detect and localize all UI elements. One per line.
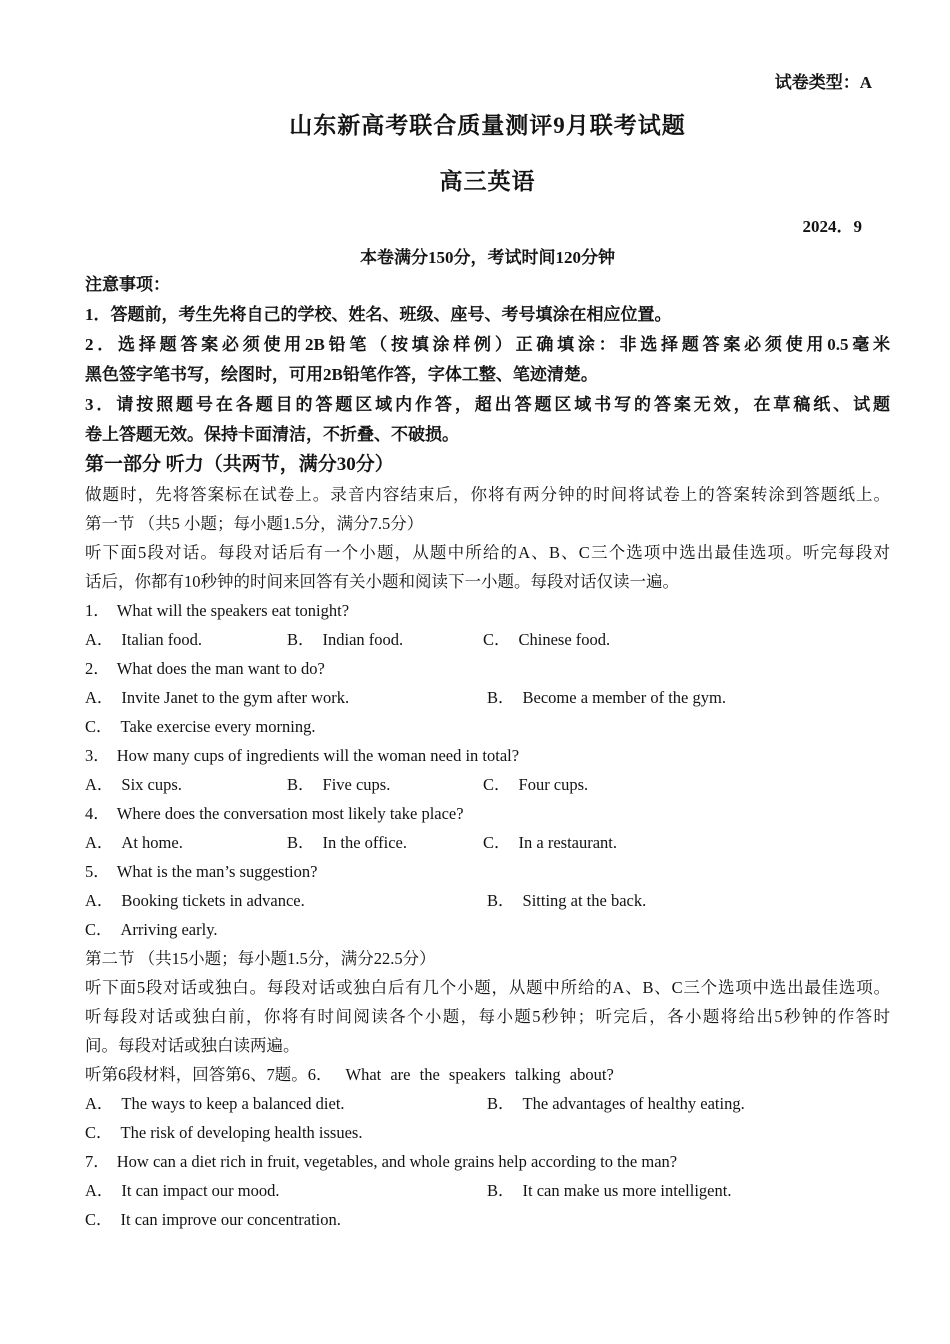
- option-label: A．: [85, 1094, 114, 1113]
- note-line-2: 2．选择题答案必须使用2B铅笔（按填涂样例）正确填涂：非选择题答案必须使用0.5毫米: [85, 335, 890, 354]
- question-6-option-c: [85, 1118, 890, 1147]
- option-text: Take exercise every morning.: [120, 717, 316, 736]
- option-b: [487, 1176, 731, 1205]
- section1-heading: 第一节 （共5 小题；每小题1.5分，满分7.5分）: [85, 514, 424, 533]
- question-5-option-c: [85, 915, 890, 944]
- option-label: B．: [287, 630, 315, 649]
- page-content: [85, 0, 890, 1234]
- option-text: Become a member of the gym.: [522, 688, 726, 707]
- option-c: [483, 625, 610, 654]
- option-a: [85, 770, 182, 799]
- option-text: The ways to keep a balanced diet.: [121, 1094, 345, 1113]
- question-7-options-ab: [85, 1176, 890, 1205]
- option-b: [487, 886, 646, 915]
- option-a: [85, 1176, 280, 1205]
- option-c: [85, 915, 218, 944]
- option-c: [85, 1118, 362, 1147]
- question-2-option-c: [85, 712, 890, 741]
- option-label: B．: [487, 1181, 515, 1200]
- option-text: Five cups.: [322, 775, 391, 794]
- option-label: C．: [85, 1210, 113, 1229]
- option-label: A．: [85, 775, 114, 794]
- option-label: B．: [287, 833, 315, 852]
- option-label: C．: [483, 775, 511, 794]
- question-4: [85, 799, 890, 828]
- option-b: [287, 770, 390, 799]
- option-b: [287, 828, 407, 857]
- section2-desc-1: 听下面5段对话或独白。每段对话或独白后有几个小题，从题中所给的A、B、C三个选项中选出最佳选项。: [85, 978, 890, 997]
- notes-heading: 注意事项：: [85, 275, 170, 294]
- option-label: C．: [85, 920, 113, 939]
- option-text: In the office.: [322, 833, 407, 852]
- question-text: What will the speakers eat tonight?: [116, 601, 350, 620]
- option-a: [85, 683, 349, 712]
- question-text: Where does the conversation most likely take place?: [116, 804, 464, 823]
- question-number: 3．: [85, 746, 110, 765]
- exam-date: 2024．9: [802, 217, 862, 236]
- option-b: [287, 625, 403, 654]
- note-line-5: 卷上答题无效。保持卡面清洁，不折叠、不破损。: [85, 425, 459, 444]
- question-number: 6．: [307, 1065, 333, 1084]
- option-label: B．: [487, 688, 515, 707]
- option-text: Invite Janet to the gym after work.: [121, 688, 350, 707]
- exam-info-line: 本卷满分150分，考试时间120分钟: [360, 248, 615, 267]
- note-line-1: 1．答题前，考生先将自己的学校、姓名、班级、座号、考号填涂在相应位置。: [85, 305, 672, 324]
- option-label: B．: [287, 775, 315, 794]
- question-number: 4．: [85, 804, 110, 823]
- question-4-options: [85, 828, 890, 857]
- option-label: B．: [487, 1094, 515, 1113]
- option-text: It can make us more intelligent.: [522, 1181, 732, 1200]
- question-2: [85, 654, 890, 683]
- option-label: B．: [487, 891, 515, 910]
- question-number: 1．: [85, 601, 110, 620]
- question-3: [85, 741, 890, 770]
- option-text: Arriving early.: [120, 920, 218, 939]
- option-c: [483, 770, 588, 799]
- question-number: 2．: [85, 659, 110, 678]
- option-text: In a restaurant.: [518, 833, 618, 852]
- question-3-options: [85, 770, 890, 799]
- question-1-options: [85, 625, 890, 654]
- option-text: Booking tickets in advance.: [121, 891, 305, 910]
- option-label: C．: [85, 717, 113, 736]
- question-text: What does the man want to do?: [116, 659, 325, 678]
- note-line-3: 黑色签字笔书写，绘图时，可用2B铅笔作答，字体工整、笔迹清楚。: [85, 365, 598, 384]
- question-5-options-ab: [85, 886, 890, 915]
- part1-intro: 做题时，先将答案标在试卷上。录音内容结束后，你将有两分钟的时间将试卷上的答案转涂到答题纸上。: [85, 485, 890, 504]
- note-line-4: 3．请按照题号在各题目的答题区域内作答，超出答题区域书写的答案无效，在草稿纸、试题: [85, 395, 890, 414]
- option-text: It can impact our mood.: [121, 1181, 280, 1200]
- option-text: Italian food.: [121, 630, 203, 649]
- question-5: [85, 857, 890, 886]
- option-c: [85, 1205, 341, 1234]
- option-b: [487, 1089, 745, 1118]
- material6-prefix: 听第6段材料，回答第6、7题。: [85, 1065, 308, 1084]
- option-text: It can improve our concentration.: [120, 1210, 341, 1229]
- option-label: A．: [85, 833, 114, 852]
- section1-desc-1: 听下面5段对话。每段对话后有一个小题，从题中所给的A、B、C三个选项中选出最佳选项。听完每段对: [85, 543, 890, 562]
- option-a: [85, 1089, 345, 1118]
- option-text: At home.: [121, 833, 183, 852]
- question-number: 5．: [85, 862, 110, 881]
- option-text: The risk of developing health issues.: [120, 1123, 363, 1142]
- question-6-options-ab: [85, 1089, 890, 1118]
- option-text: Chinese food.: [518, 630, 611, 649]
- option-label: A．: [85, 891, 114, 910]
- option-label: C．: [483, 630, 511, 649]
- option-text: Indian food.: [322, 630, 404, 649]
- question-2-options-ab: [85, 683, 890, 712]
- option-label: A．: [85, 630, 114, 649]
- option-c: [483, 828, 617, 857]
- exam-title: 山东新高考联合质量测评9月联考试题: [289, 113, 686, 138]
- option-text: Four cups.: [518, 775, 589, 794]
- option-text: The advantages of healthy eating.: [522, 1094, 745, 1113]
- question-1: [85, 596, 890, 625]
- question-7-option-c: [85, 1205, 890, 1234]
- question-number: 7．: [85, 1152, 110, 1171]
- option-label: A．: [85, 1181, 114, 1200]
- option-text: Six cups.: [121, 775, 182, 794]
- option-b: [487, 683, 726, 712]
- option-text: Sitting at the back.: [522, 891, 647, 910]
- option-a: [85, 886, 305, 915]
- material6-question-6: [85, 1060, 890, 1089]
- section2-desc-3: 间。每段对话或独白读两遍。: [85, 1036, 300, 1055]
- exam-subtitle: 高三英语: [439, 169, 536, 194]
- option-c: [85, 712, 315, 741]
- section1-desc-2: 话后，你都有10秒钟的时间来回答有关小题和阅读下一小题。每段对话仅读一遍。: [85, 572, 679, 591]
- part1-heading: 第一部分 听力（共两节，满分30分）: [85, 454, 394, 475]
- option-label: C．: [483, 833, 511, 852]
- question-text: How many cups of ingredients will the woman need in total?: [116, 746, 520, 765]
- question-text: What are the speakers talking about?: [345, 1065, 614, 1084]
- paper-type-label: 试卷类型：A: [774, 73, 872, 92]
- question-7: [85, 1147, 890, 1176]
- option-label: A．: [85, 688, 114, 707]
- option-label: C．: [85, 1123, 113, 1142]
- section2-desc-2: 听每段对话或独白前，你将有时间阅读各个小题，每小题5秒钟；听完后，各小题将给出5秒钟的作答时: [85, 1007, 890, 1026]
- option-a: [85, 828, 183, 857]
- question-text: How can a diet rich in fruit, vegetables, and whole grains help according to the man?: [116, 1152, 678, 1171]
- section2-heading: 第二节 （共15小题；每小题1.5分，满分22.5分）: [85, 949, 436, 968]
- option-a: [85, 625, 202, 654]
- question-text: What is the man’s suggestion?: [116, 862, 318, 881]
